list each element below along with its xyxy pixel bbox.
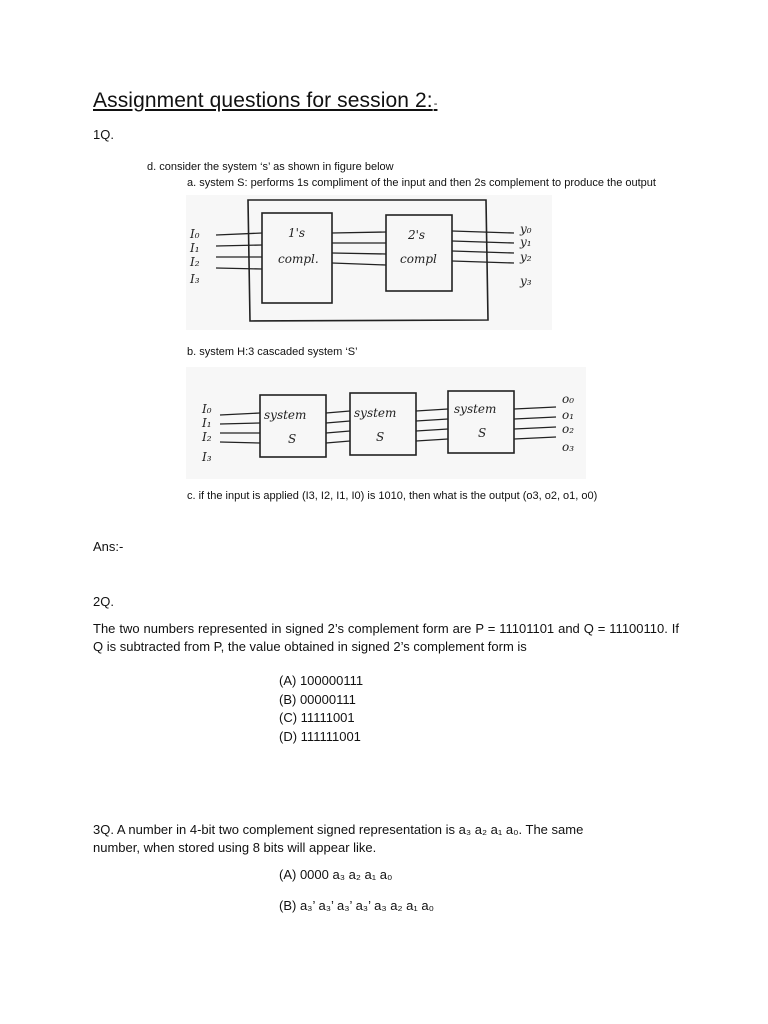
block3-title: system — [454, 402, 497, 416]
fig1-output-3: y₃ — [520, 274, 532, 288]
block3-label: S — [478, 426, 487, 440]
fig1-input-0: I₀ — [190, 227, 200, 241]
block2-title: system — [354, 406, 397, 420]
q3-option-b: (B) a₃’ a₃’ a₃’ a₃’ a₃ a₂ a₁ a₀ — [279, 898, 434, 913]
q2-text: The two numbers represented in signed 2’s complement form are P = 11101101 and Q = 11100110. If Q is subtracted from P, the value obtained in signed 2’s complement form is — [93, 621, 679, 654]
fig2-input-3: I₃ — [202, 450, 212, 464]
q3-option-a: (A) 0000 a₃ a₂ a₁ a₀ — [279, 867, 393, 882]
q1-label: 1Q. — [93, 127, 114, 142]
fig2-input-2: I₂ — [202, 430, 212, 444]
page-title — [93, 89, 437, 113]
fig1-input-2: I₂ — [190, 255, 200, 269]
q1-part-b: b. system H:3 cascaded system ‘S’ — [187, 346, 358, 358]
block1-line2: compl. — [278, 252, 319, 266]
fig1-input-3: I₃ — [190, 272, 200, 286]
q1-part-d: d. consider the system ‘s’ as shown in figure below — [147, 161, 394, 173]
fig2-input-1: I₁ — [202, 416, 212, 430]
fig2-output-0: o₀ — [562, 392, 575, 406]
fig1-input-1: I₁ — [190, 241, 200, 255]
figure-cascaded-system — [186, 367, 586, 479]
title-text: Assignment questions for session 2: — [93, 89, 433, 112]
block2-label: S — [376, 430, 385, 444]
q1-part-c: c. if the input is applied (I3, I2, I1, I0) is 1010, then what is the output (o3, o2, o1, o0) — [187, 490, 598, 502]
block1-line1: 1's — [288, 226, 306, 240]
q3-text — [93, 821, 583, 857]
block1-label: S — [288, 432, 297, 446]
figure-1s-2s-system — [186, 195, 552, 330]
title-tail: - — [433, 98, 438, 110]
q2-label: 2Q. — [93, 594, 114, 609]
q2-option-d: (D) 111111001 — [279, 728, 361, 744]
q2-option-b: (B) 00000111 — [279, 691, 356, 707]
fig2-output-2: o₂ — [562, 422, 575, 436]
q1-part-a: a. system S: performs 1s compliment of the input and then 2s complement to produce the output — [187, 177, 656, 189]
fig1-output-2: y₂ — [520, 250, 532, 264]
answer-label: Ans:- — [93, 539, 124, 554]
q2-options — [279, 672, 363, 746]
q2-option-c: (C) 11111001 — [279, 710, 355, 725]
block2-line1: 2's — [408, 228, 426, 242]
q3-line-1: 3Q. A number in 4-bit two complement signed representation is a₃ a₂ a₁ a₀. The same — [93, 822, 584, 837]
fig2-input-0: I₀ — [202, 402, 212, 416]
fig1-output-0: y₀ — [520, 222, 532, 236]
q2-option-a: (A) 100000111 — [279, 673, 364, 688]
q3-line-2: number, when stored using 8 bits will appear like. — [93, 840, 377, 855]
block1-title: system — [264, 408, 307, 422]
fig1-output-1: y₁ — [520, 235, 532, 249]
fig2-output-3: o₃ — [562, 440, 575, 454]
fig2-output-1: o₁ — [562, 408, 575, 422]
block2-line2: compl — [400, 252, 437, 266]
